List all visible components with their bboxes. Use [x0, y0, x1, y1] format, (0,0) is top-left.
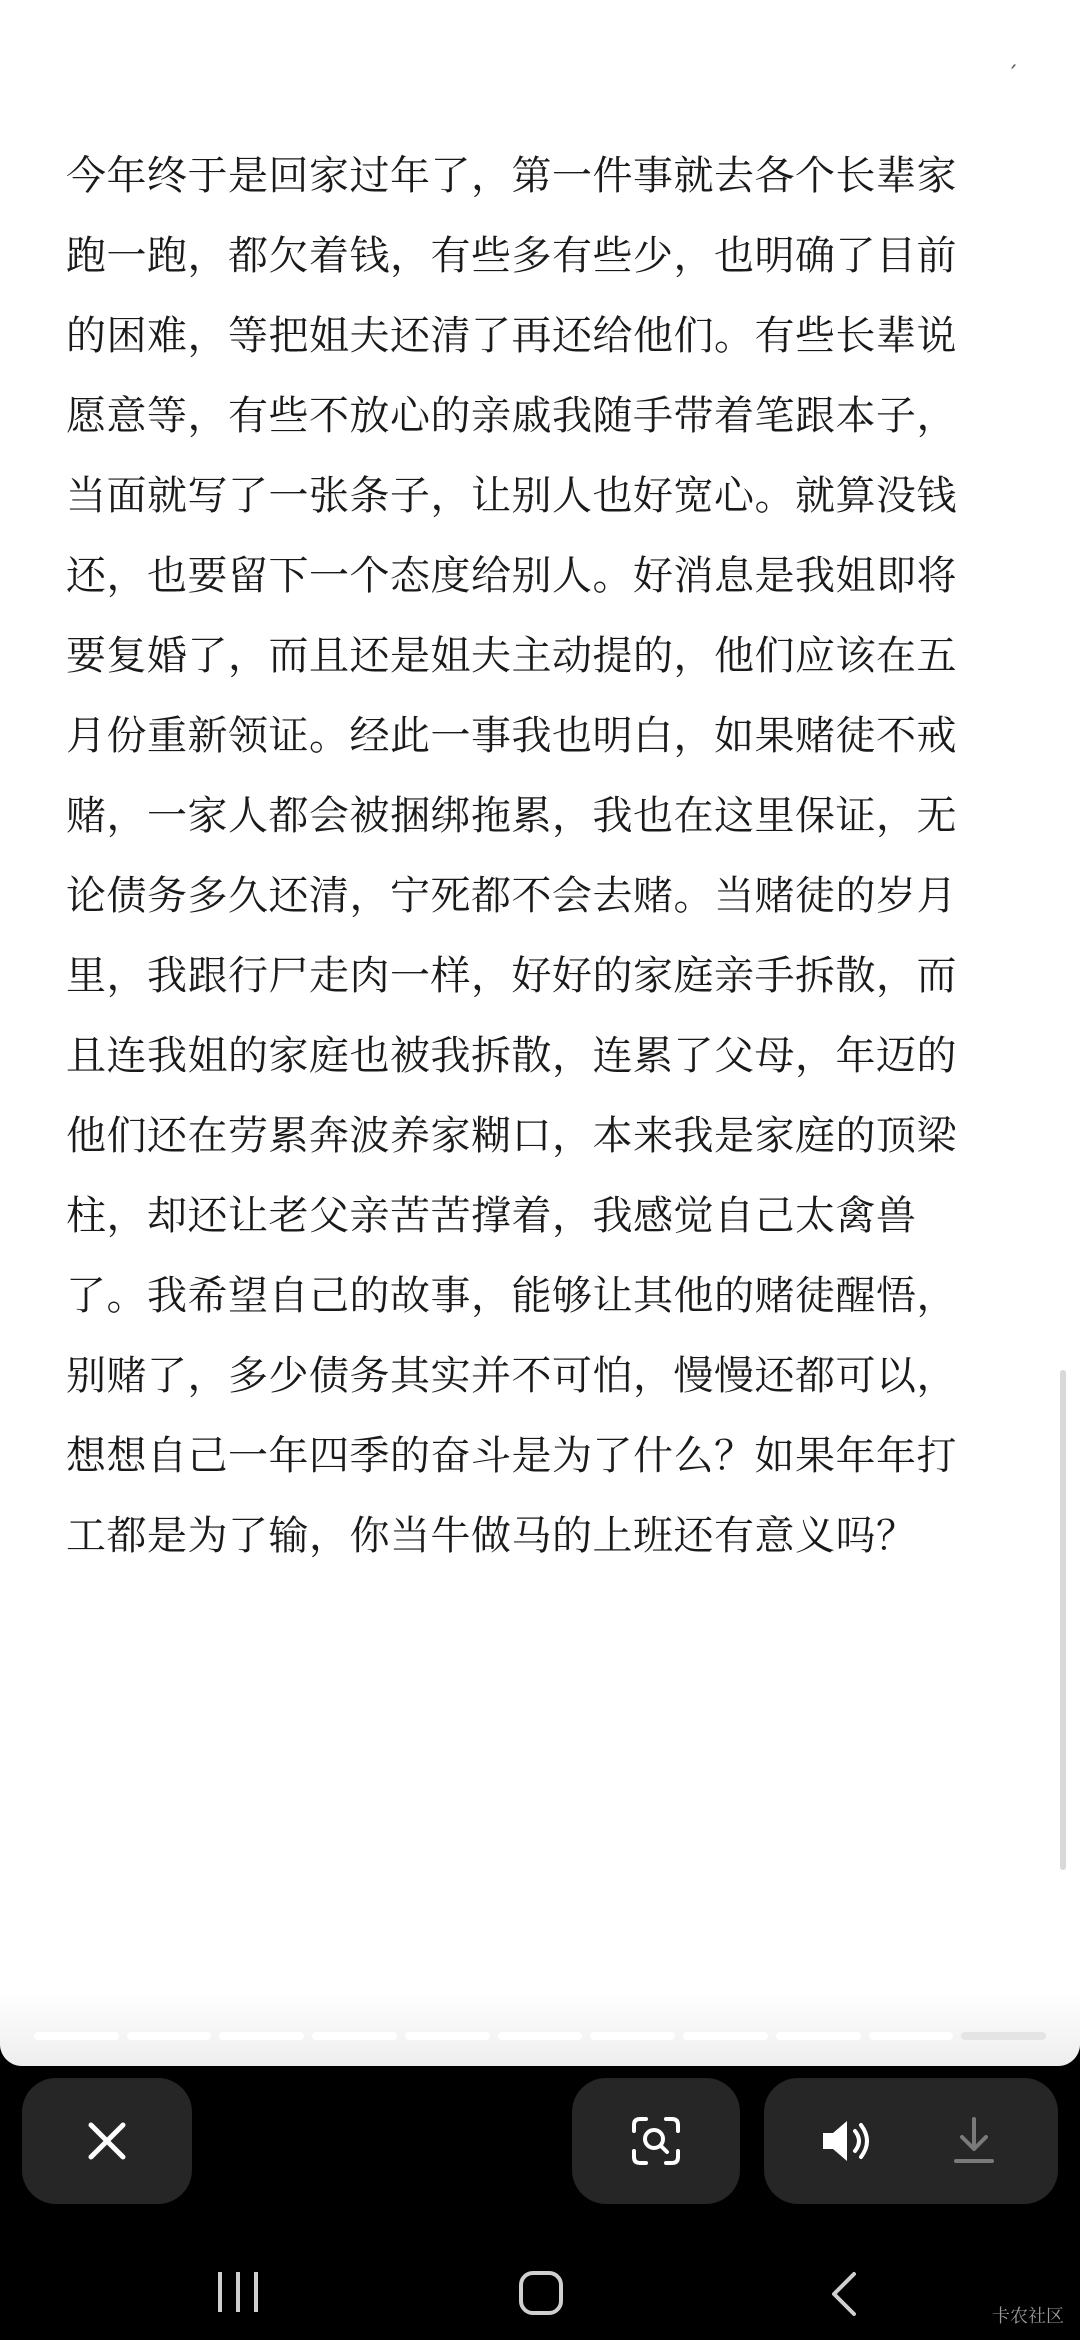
scan-search-button[interactable] [572, 2078, 740, 2204]
back-icon[interactable] [828, 2270, 860, 2318]
text-line: 跑一跑，都欠着钱，有些多有些少，也明确了目前 [66, 233, 957, 279]
volume-icon[interactable] [819, 2115, 877, 2167]
close-icon [85, 2119, 129, 2163]
text-line: 了。我希望自己的故事，能够让其他的赌徒醒悟， [66, 1273, 957, 1319]
progress-segment [683, 2032, 768, 2040]
scrollbar[interactable] [1060, 1370, 1066, 1870]
home-icon[interactable] [518, 2270, 564, 2316]
corner-mark: ˏ [1007, 44, 1018, 69]
watermark: 卡农社区 [992, 2306, 1064, 2327]
progress-segment [498, 2032, 583, 2040]
text-line: 想想自己一年四季的奋斗是为了什么？如果年年打 [66, 1433, 957, 1479]
progress-segment [127, 2032, 212, 2040]
bottom-fade [0, 1990, 1080, 2066]
progress-segment [961, 2032, 1046, 2040]
media-controls [764, 2078, 1058, 2204]
text-line: 论债务多久还清，宁死都不会去赌。当赌徒的岁月 [66, 873, 957, 919]
story-text [66, 136, 1014, 1576]
text-line: 愿意等，有些不放心的亲戚我随手带着笔跟本子， [66, 393, 957, 439]
text-line: 柱，却还让老父亲苦苦撑着，我感觉自己太禽兽 [66, 1193, 917, 1239]
text-line: 月份重新领证。经此一事我也明白，如果赌徒不戒 [66, 713, 957, 759]
text-line: 要复婚了，而且还是姐夫主动提的，他们应该在五 [66, 633, 957, 679]
progress-segment [34, 2032, 119, 2040]
text-line: 里，我跟行尸走肉一样，好好的家庭亲手拆散，而 [66, 953, 957, 999]
close-button[interactable] [22, 2078, 192, 2204]
story-progress [34, 2032, 1046, 2040]
text-line: 今年终于是回家过年了，第一件事就去各个长辈家 [66, 153, 957, 199]
progress-segment [219, 2032, 304, 2040]
scan-search-icon [630, 2115, 682, 2167]
text-line: 且连我姐的家庭也被我拆散，连累了父母，年迈的 [66, 1033, 957, 1079]
progress-segment [590, 2032, 675, 2040]
text-line: 别赌了，多少债务其实并不可怕，慢慢还都可以， [66, 1353, 957, 1399]
text-line: 他们还在劳累奔波养家糊口，本来我是家庭的顶梁 [66, 1113, 957, 1159]
download-icon[interactable] [952, 2115, 996, 2167]
recents-icon[interactable] [214, 2270, 262, 2314]
text-line: 当面就写了一张条子，让别人也好宽心。就算没钱 [66, 473, 957, 519]
system-navigation-bar [0, 2220, 1080, 2340]
bottom-toolbar [0, 2066, 1080, 2220]
progress-segment [869, 2032, 954, 2040]
text-line: 工都是为了输，你当牛做马的上班还有意义吗？ [66, 1513, 917, 1559]
text-line: 赌，一家人都会被捆绑拖累，我也在这里保证，无 [66, 793, 957, 839]
progress-segment [776, 2032, 861, 2040]
progress-segment [312, 2032, 397, 2040]
text-line: 还，也要留下一个态度给别人。好消息是我姐即将 [66, 553, 957, 599]
progress-segment [405, 2032, 490, 2040]
text-line: 的困难，等把姐夫还清了再还给他们。有些长辈说 [66, 313, 957, 359]
